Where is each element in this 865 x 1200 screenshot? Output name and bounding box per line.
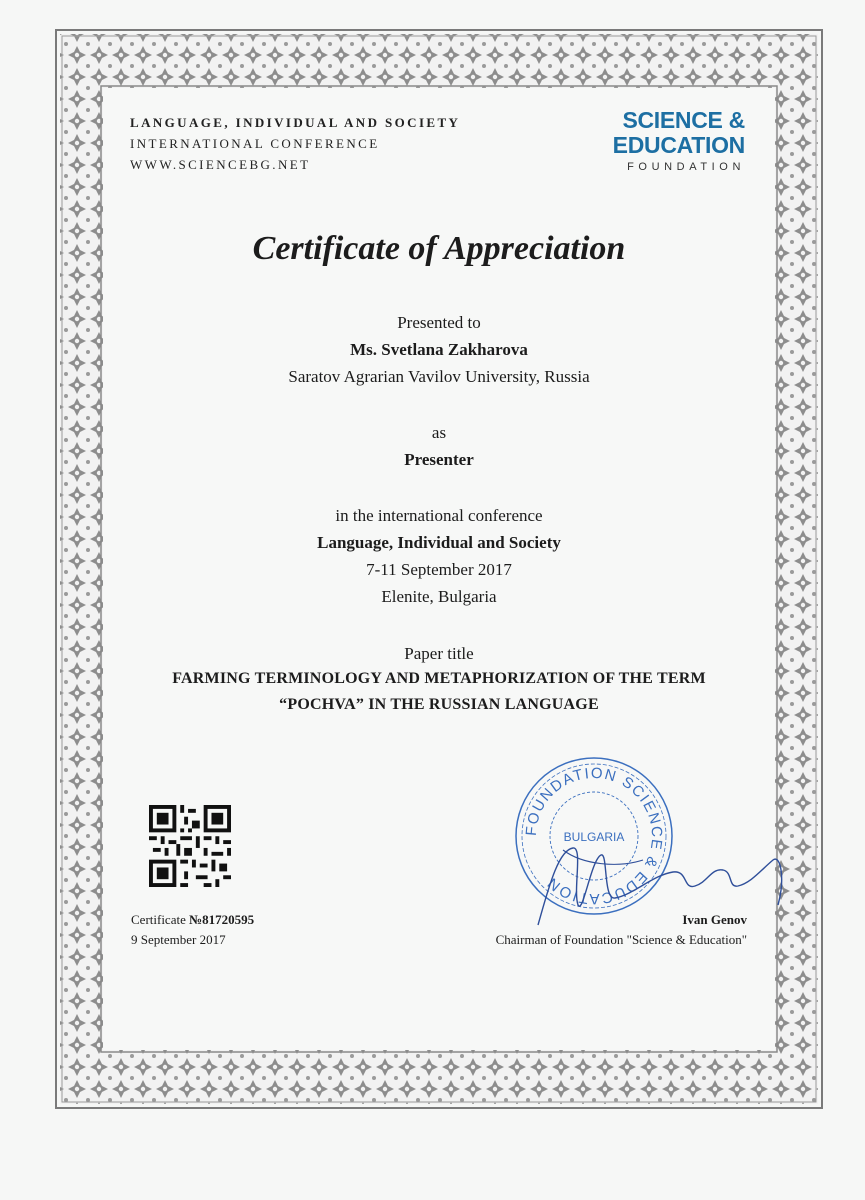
conference-header: [130, 112, 460, 175]
event-dates: 7-11 September 2017: [366, 560, 512, 579]
certificate-date: 9 September 2017: [131, 932, 226, 947]
conference-name: LANGUAGE, INDIVIDUAL AND SOCIETY: [130, 115, 461, 130]
stamp-ring-text: FOUNDATION SCIENCE & EDUCATION: [522, 764, 666, 908]
signer-title: Chairman of Foundation "Science & Education": [495, 932, 747, 947]
logo-line-foundation: FOUNDATION: [627, 161, 745, 173]
role-block: [103, 419, 775, 473]
paper-label: Paper title: [404, 644, 474, 663]
stamp-center-text: BULGARIA: [563, 830, 625, 844]
presented-to-label: Presented to: [397, 313, 481, 332]
conference-website: WWW.SCIENCEBG.NET: [130, 157, 311, 172]
qr-code: [149, 805, 231, 887]
event-block: [103, 502, 775, 610]
signer-info: [496, 910, 747, 950]
event-name: Language, Individual and Society: [317, 533, 561, 552]
certificate-prefix: Certificate: [131, 912, 190, 927]
event-location: Elenite, Bulgaria: [381, 587, 497, 606]
logo-line-science: SCIENCE &: [622, 107, 745, 133]
paper-title-line-1: FARMING TERMINOLOGY AND METAPHORIZATION OF THE TERM: [172, 670, 706, 687]
event-intro: in the international conference: [335, 506, 543, 525]
as-label: as: [431, 423, 447, 442]
foundation-logo: [613, 108, 745, 173]
certificate-content: [103, 90, 775, 1050]
recipient-name: Ms. Svetlana Zakharova: [350, 340, 528, 359]
role: Presenter: [404, 450, 474, 469]
conference-type: INTERNATIONAL CONFERENCE: [130, 136, 380, 151]
certificate-title: Certificate of Appreciation: [252, 230, 626, 267]
signer-name: Ivan Genov: [682, 912, 747, 927]
recipient-affiliation: Saratov Agrarian Vavilov University, Russia: [288, 367, 590, 386]
paper-title-line-2: “POCHVA” IN THE RUSSIAN LANGUAGE: [279, 696, 599, 713]
certificate-number-line: [131, 910, 254, 930]
logo-line-education: EDUCATION: [612, 132, 745, 158]
certificate-number: №81720595: [189, 912, 255, 927]
recipient-block: [103, 309, 775, 390]
paper-title: [103, 666, 775, 718]
certificate-info: [131, 910, 254, 950]
